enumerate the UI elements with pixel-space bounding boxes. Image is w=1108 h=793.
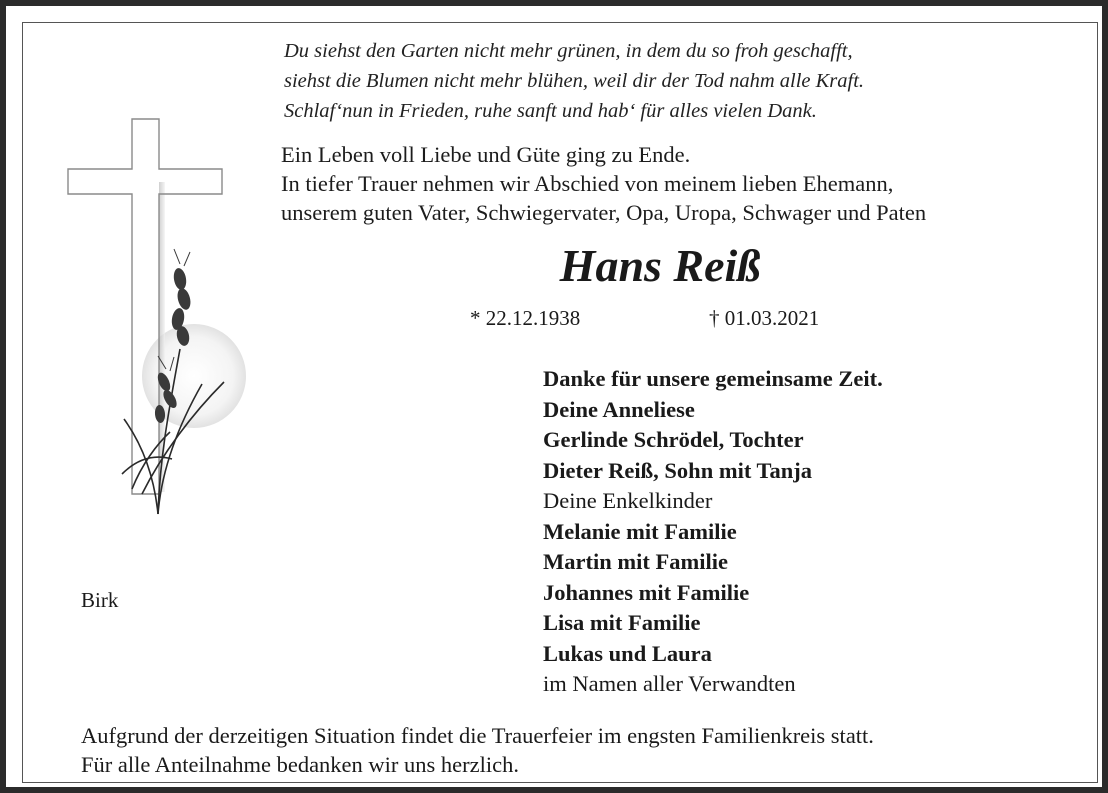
family-line: Gerlinde Schrödel, Tochter <box>543 427 804 452</box>
family-list <box>543 364 883 700</box>
place-name: Birk <box>81 588 119 612</box>
family-line: Deine Anneliese <box>543 396 695 422</box>
intro-text <box>281 140 926 227</box>
intro-line: In tiefer Trauer nehmen wir Abschied von meinem lieben Ehemann, <box>281 171 894 196</box>
poem <box>284 36 864 126</box>
family-line: Lukas und Laura <box>543 640 712 666</box>
poem-line: Schlaf‘nun in Frieden, ruhe sanft und hab‘ für alles vielen Dank. <box>284 100 817 122</box>
family-line: Deine Enkelkinder <box>543 488 713 513</box>
family-line: Johannes mit Familie <box>543 579 750 605</box>
family-line: Lisa mit Familie <box>543 610 701 635</box>
deceased-name: Hans Reiß <box>559 240 761 291</box>
family-line: im Namen aller Verwandten <box>543 671 796 696</box>
family-line: Dieter Reiß, Sohn mit Tanja <box>543 457 812 483</box>
family-line: Martin mit Familie <box>543 549 728 574</box>
poem-line: siehst die Blumen nicht mehr blühen, weil dir der Tod nahm alle Kraft. <box>284 70 865 92</box>
cross-with-wheat-icon <box>62 114 262 519</box>
family-line: Melanie mit Familie <box>543 518 737 544</box>
intro-line: Ein Leben voll Liebe und Güte ging zu Ende. <box>281 142 691 167</box>
intro-line: unserem guten Vater, Schwiegervater, Opa, Uropa, Schwager und Paten <box>281 200 927 225</box>
closing-line: Für alle Anteilnahme bedanken wir uns herzlich. <box>81 752 519 777</box>
poem-line: Du siehst den Garten nicht mehr grünen, in dem du so froh geschafft, <box>284 40 853 62</box>
closing-text <box>81 721 874 779</box>
family-line: Danke für unsere gemeinsame Zeit. <box>543 366 883 391</box>
closing-line: Aufgrund der derzeitigen Situation findet die Trauerfeier im engsten Familienkreis statt. <box>81 723 874 748</box>
birth-date: * 22.12.1938 <box>470 306 581 330</box>
death-date: † 01.03.2021 <box>709 306 820 330</box>
